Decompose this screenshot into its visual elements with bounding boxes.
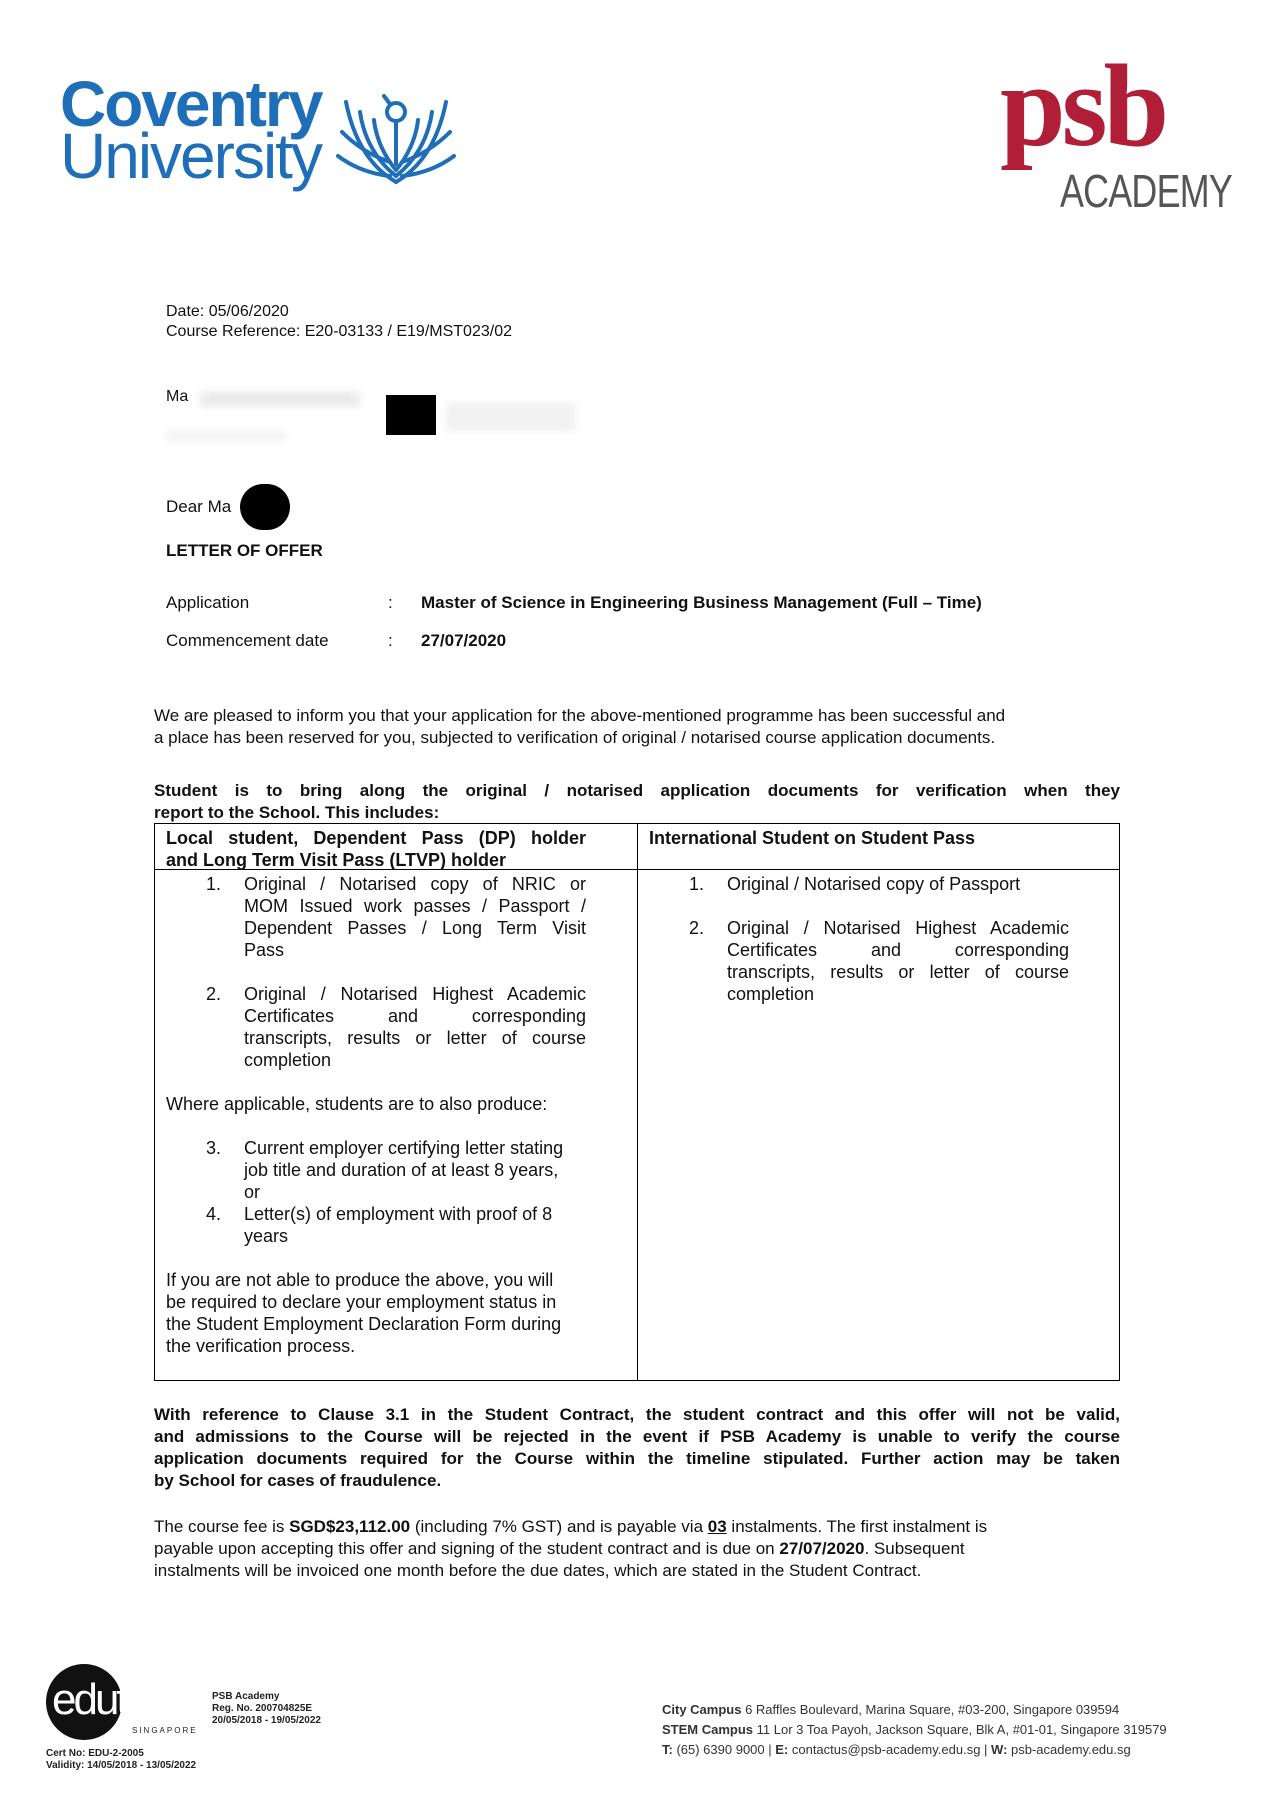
email-value[interactable]: contactus@psb-academy.edu.sg |: [788, 1742, 992, 1757]
psb-registration: [212, 1691, 321, 1727]
left-item-number: 1.: [206, 874, 222, 894]
table-column-divider: [637, 824, 638, 1380]
declaration-line: If you are not able to produce the above, you will: [166, 1270, 554, 1290]
course-reference: Course Reference: E20-03133 / E19/MST023/02: [166, 323, 512, 340]
fees-line-1: [154, 1516, 1120, 1538]
redacted-blur: [446, 402, 576, 432]
right-item-number: 1.: [689, 874, 705, 894]
declaration-line: be required to declare your employment status in: [166, 1292, 557, 1312]
stem-campus-address: 11 Lor 3 Toa Payoh, Jackson Square, Blk A, #01-01, Singapore 319579: [753, 1722, 1167, 1737]
left-item-4: [244, 1203, 586, 1247]
commencement-colon: :: [388, 631, 393, 650]
edutrust-word: [52, 1675, 187, 1724]
coventry-logo-text-line1: Coventry: [60, 68, 322, 140]
campus-contacts: [662, 1700, 1167, 1760]
left-item-2-line: Original / Notarised Highest Academic: [244, 984, 586, 1004]
phoenix-emblem-icon: [332, 72, 460, 192]
city-campus-label: City Campus: [662, 1702, 742, 1717]
first-instalment-due-date: 27/07/2020: [779, 1539, 865, 1558]
left-item-number: 4.: [206, 1204, 222, 1224]
city-campus-address: 6 Raffles Boulevard, Marina Square, #03-200, Singapore 039594: [741, 1702, 1120, 1717]
right-item-2-line: Certificates and corresponding: [727, 940, 1069, 960]
left-item-3: [244, 1137, 586, 1203]
application-label: Application: [166, 593, 250, 612]
intro-line-2: a place has been reserved for you, subjected to verification of original / notarised course application documents.: [154, 728, 996, 747]
email-label: E:: [775, 1742, 789, 1757]
stem-campus-label: STEM Campus: [662, 1722, 754, 1737]
commencement-label: Commencement date: [166, 631, 329, 650]
coventry-logo-text-line2: University: [60, 120, 321, 192]
coventry-university-logo: [60, 68, 460, 192]
letter-date: Date: 05/06/2020: [166, 303, 289, 320]
right-item-1: [727, 873, 1069, 895]
addressee-name: Ma: [166, 388, 189, 405]
fees-text: payable upon accepting this offer and signing of the student contract and is due on: [154, 1539, 780, 1558]
clause-paragraph: [154, 1404, 1120, 1492]
redaction-box: [240, 484, 290, 530]
fees-text: (including 7% GST) and is payable via: [410, 1517, 708, 1536]
left-item-1-line: Pass: [244, 940, 285, 960]
phone-label: T:: [662, 1742, 673, 1757]
left-item-2-line: Certificates and corresponding: [244, 1006, 586, 1026]
edutrust-cert: [46, 1748, 196, 1772]
left-item-2: [244, 983, 586, 1071]
fees-line-2: [154, 1538, 1120, 1560]
website-label: W:: [991, 1742, 1008, 1757]
city-campus-line: [662, 1700, 1167, 1720]
left-header-line-1: Local student, Dependent Pass (DP) holder: [166, 828, 586, 848]
left-item-2-line: transcripts, results or letter of course: [244, 1028, 586, 1048]
contact-line: [662, 1740, 1167, 1760]
cert-validity: Validity: 14/05/2018 - 13/05/2022: [46, 1760, 197, 1771]
fees-text: instalments. The first instalment is: [726, 1517, 988, 1536]
edutrust-text: edutrust: [52, 1675, 187, 1724]
right-item-2-line: transcripts, results or letter of course: [727, 962, 1069, 982]
right-column-header: International Student on Student Pass: [649, 828, 976, 848]
redaction-box: [386, 395, 436, 435]
clause-line: application documents required for the Course within the timeline stipulated. Further action may be taken: [154, 1449, 1120, 1468]
declaration-line: the verification process.: [166, 1336, 356, 1356]
reg-number: Reg. No. 200704825E: [212, 1703, 313, 1714]
required-documents-table: [154, 823, 1120, 1381]
course-fee-amount: SGD$23,112.00: [289, 1517, 411, 1536]
left-item-number: 3.: [206, 1138, 222, 1158]
left-header-line-2: and Long Term Visit Pass (LTVP) holder: [166, 850, 507, 870]
clause-line: and admissions to the Course will be rejected in the event if PSB Academy is unable to verify the course: [154, 1427, 1120, 1446]
left-item-1-line: Dependent Passes / Long Term Visit: [244, 918, 586, 938]
fees-text: . Subsequent: [864, 1539, 965, 1558]
redacted-blur: [166, 430, 286, 442]
intro-line-1: We are pleased to inform you that your application for the above-mentioned programme has been successful and: [154, 706, 1006, 725]
psb-logo-academy-text: ACADEMY: [1060, 165, 1232, 217]
left-item-4-line: Letter(s) of employment with proof of 8: [244, 1204, 553, 1224]
declaration-line: the Student Employment Declaration Form during: [166, 1314, 562, 1334]
letter-title: LETTER OF OFFER: [166, 541, 323, 560]
redacted-blur: [200, 392, 360, 406]
fees-line-3: instalments will be invoiced one month before the due dates, which are stated in the Student Contract.: [154, 1561, 922, 1580]
left-item-3-line: Current employer certifying letter stating: [244, 1138, 564, 1158]
left-item-1: [244, 873, 586, 961]
stem-campus-line: [662, 1720, 1167, 1740]
left-item-number: 2.: [206, 984, 222, 1004]
right-item-2-line: Original / Notarised Highest Academic: [727, 918, 1069, 938]
right-item-number: 2.: [689, 918, 705, 938]
declaration-note: [166, 1269, 586, 1357]
bring-documents-paragraph: [154, 780, 1120, 824]
edutrust-country: SINGAPORE: [132, 1726, 198, 1735]
bring-line-1: Student is to bring along the original / notarised application documents for verification when they: [154, 781, 1120, 800]
application-value: Master of Science in Engineering Business Management (Full – Time): [421, 593, 982, 612]
right-item-1-line: Original / Notarised copy of Passport: [727, 874, 1021, 894]
edutrust-logo: [46, 1664, 206, 1740]
left-item-2-line: completion: [244, 1050, 332, 1070]
right-item-2-line: completion: [727, 984, 815, 1004]
clause-line: With reference to Clause 3.1 in the Student Contract, the student contract and this offer will not be valid,: [154, 1405, 1120, 1424]
where-applicable-text: Where applicable, students are to also produce:: [166, 1094, 548, 1114]
website-value[interactable]: psb-academy.edu.sg: [1007, 1742, 1131, 1757]
left-column-header: [166, 827, 586, 871]
left-item-3-line: or: [244, 1182, 261, 1202]
left-item-1-line: Original / Notarised copy of NRIC or: [244, 874, 586, 894]
salutation: Dear Ma: [166, 497, 232, 516]
left-item-1-line: MOM Issued work passes / Passport /: [244, 896, 586, 916]
reg-dates: 20/05/2018 - 19/05/2022: [212, 1715, 321, 1726]
instalment-count: 03: [707, 1517, 727, 1536]
left-item-3-line: job title and duration of at least 8 years,: [244, 1160, 559, 1180]
right-item-2: [727, 917, 1069, 1005]
intro-paragraph: [154, 705, 1120, 749]
psb-name: PSB Academy: [212, 1691, 280, 1702]
phone-value: (65) 6390 9000 |: [672, 1742, 776, 1757]
fees-paragraph: [154, 1516, 1120, 1582]
clause-line: by School for cases of fraudulence.: [154, 1471, 442, 1490]
psb-academy-logo: [1000, 40, 1232, 217]
fees-text: The course fee is: [154, 1517, 290, 1536]
commencement-value: 27/07/2020: [421, 631, 507, 650]
bring-line-2: report to the School. This includes:: [154, 803, 440, 822]
left-item-4-line: years: [244, 1226, 289, 1246]
cert-number: Cert No: EDU-2-2005: [46, 1748, 144, 1759]
application-colon: :: [388, 593, 393, 612]
psb-logo-text: psb: [1000, 40, 1166, 171]
